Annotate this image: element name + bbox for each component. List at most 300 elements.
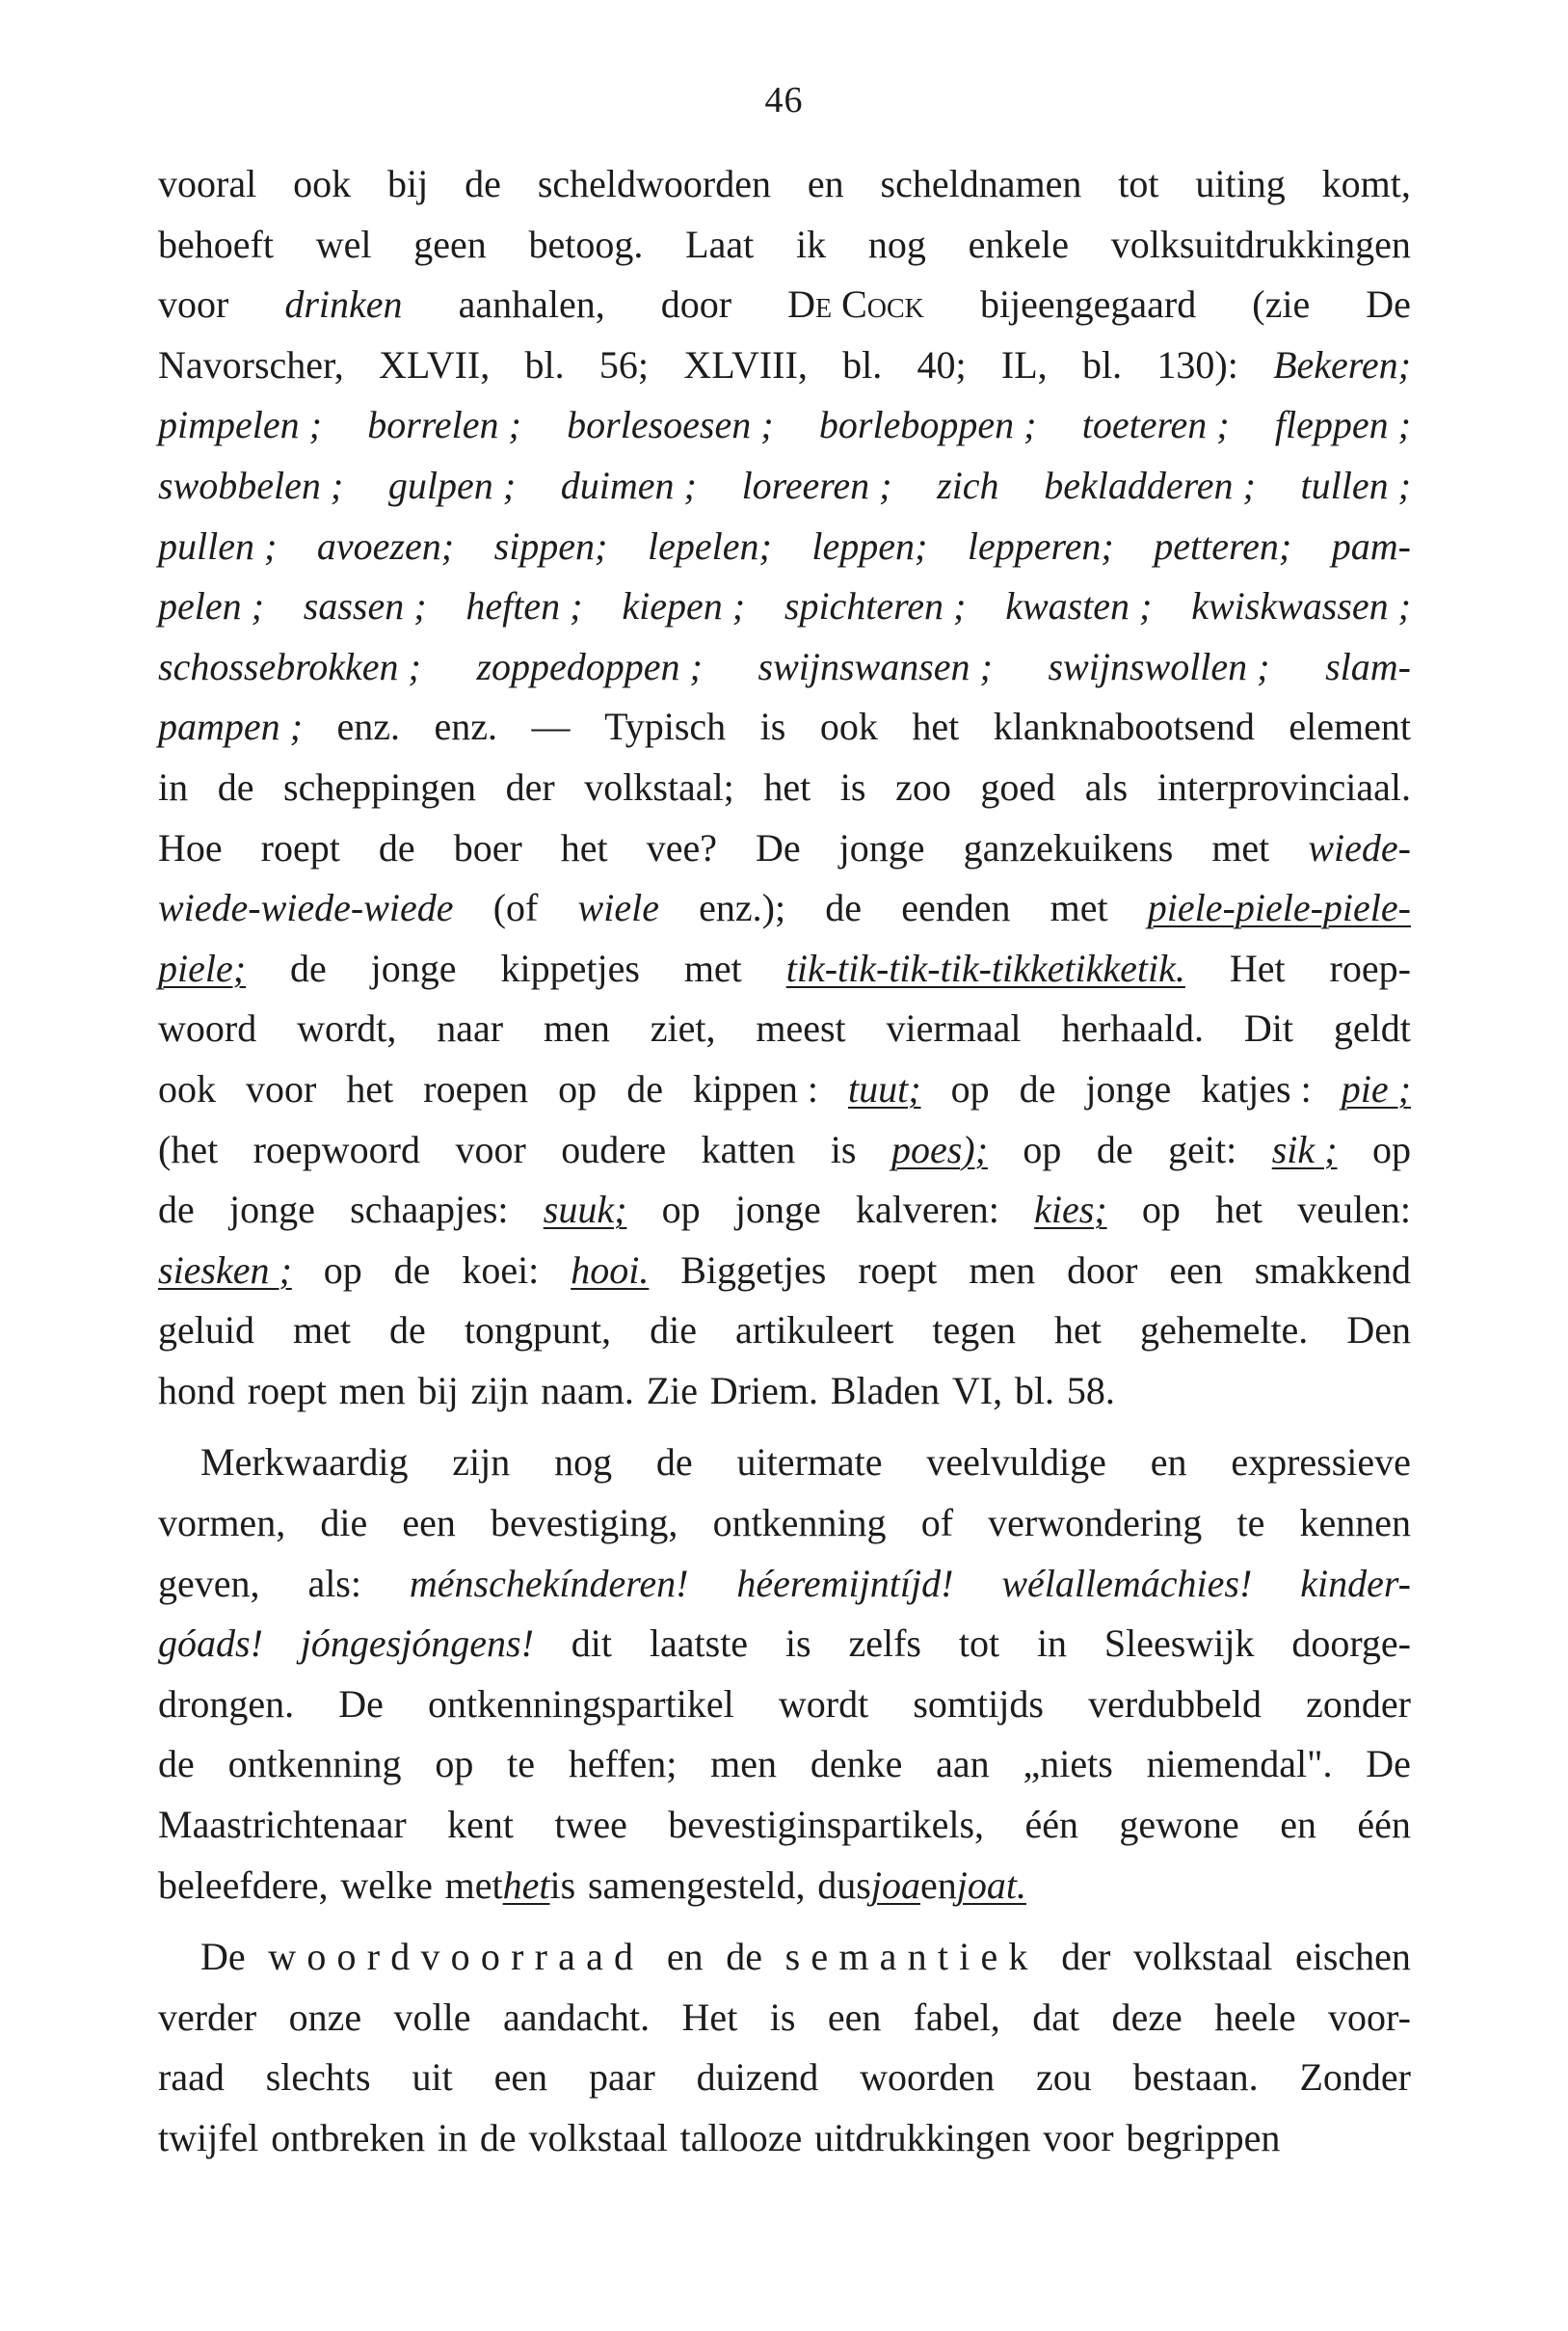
word: slam- <box>1325 644 1411 688</box>
word: de <box>158 1188 195 1232</box>
word: vee? <box>646 825 717 870</box>
word: men <box>338 1368 406 1412</box>
word: geen <box>413 222 487 266</box>
word: gewone <box>1119 1803 1239 1847</box>
word: tot <box>958 1621 1000 1666</box>
word: lepelen; <box>647 523 772 568</box>
word: wordt <box>778 1681 869 1726</box>
word: het <box>560 825 608 870</box>
word: swobbelen ; <box>158 463 344 507</box>
word: in <box>437 2116 468 2159</box>
word: Laat <box>685 222 755 266</box>
word: eischen <box>1294 1935 1411 1979</box>
word: katjes : <box>1201 1066 1312 1111</box>
word: VI, <box>951 1368 1003 1412</box>
text-line <box>158 1734 1411 1795</box>
word: de <box>626 1066 663 1111</box>
word: men <box>969 1247 1036 1292</box>
word: tik-tik-tik-tik-tikketikketik. <box>785 946 1185 990</box>
word: en <box>1280 1803 1316 1847</box>
word: en <box>919 1862 957 1907</box>
word: oudere <box>561 1127 667 1171</box>
word: volle <box>393 1995 471 2039</box>
word: de <box>217 764 254 809</box>
word: paar <box>588 2055 655 2100</box>
word: wordt, <box>297 1006 397 1051</box>
text-line <box>158 576 1411 637</box>
word: op <box>435 1742 474 1786</box>
word: ontbreken <box>271 2116 426 2159</box>
body-text <box>158 154 1411 2169</box>
word: fleppen ; <box>1274 403 1411 447</box>
text-line <box>158 215 1411 276</box>
word: Biggetjes <box>680 1247 827 1292</box>
word: op <box>1141 1188 1181 1232</box>
word: der <box>505 764 555 809</box>
word: bestaan. <box>1132 2055 1259 2100</box>
word: dit <box>571 1621 613 1666</box>
word: De Cock <box>787 282 924 327</box>
word: behoeft <box>158 222 274 266</box>
word: De <box>200 1935 246 1979</box>
word: pullen ; <box>158 523 278 568</box>
word: een <box>402 1501 456 1545</box>
word: 58. <box>1066 1368 1115 1412</box>
word: petteren; <box>1154 523 1292 568</box>
word: zoppedoppen ; <box>476 644 703 688</box>
word: kippetjes <box>500 946 640 990</box>
word: pampen ; <box>158 705 303 749</box>
word: aan <box>936 1742 990 1786</box>
word: op <box>950 1066 990 1111</box>
word: voor <box>246 1066 317 1111</box>
word: (zie <box>1252 282 1311 327</box>
word: (het <box>158 1127 219 1171</box>
word: poes); <box>890 1127 988 1171</box>
word: swijnswansen ; <box>757 644 993 688</box>
word: heffen; <box>568 1742 678 1786</box>
word: met <box>1050 886 1108 930</box>
word: joa <box>870 1862 920 1907</box>
word: twijfel <box>158 2116 259 2159</box>
word: heele <box>1214 1995 1296 2039</box>
word: met <box>1211 825 1270 870</box>
word: als: <box>307 1561 361 1605</box>
word: fabel, <box>913 1995 1000 2039</box>
word: betoog. <box>528 222 644 266</box>
word: loreeren ; <box>741 463 892 507</box>
word: met <box>444 1862 503 1907</box>
text-line <box>158 637 1411 698</box>
word: volksuitdrukkingen <box>1110 222 1411 266</box>
word: het <box>763 764 811 809</box>
word: kwasten ; <box>1005 584 1153 629</box>
word: uiting <box>1195 162 1286 205</box>
text-line <box>158 758 1411 818</box>
word: slechts <box>265 2055 371 2100</box>
text-line <box>158 939 1411 1000</box>
word: op <box>661 1188 701 1232</box>
word: met <box>293 1308 351 1353</box>
word: doorge- <box>1291 1621 1411 1666</box>
word: de <box>289 946 327 990</box>
word: ziet, <box>650 1006 716 1051</box>
word: en <box>1150 1440 1187 1485</box>
word: de <box>479 2116 517 2159</box>
word: tongpunt, <box>464 1308 612 1353</box>
word: Sleeswijk <box>1103 1621 1255 1666</box>
word: niemendal". <box>1146 1742 1333 1786</box>
word: jonge <box>370 946 457 990</box>
word: uitermate <box>736 1440 883 1485</box>
word: meest <box>756 1006 846 1051</box>
text-line <box>158 1361 1411 1422</box>
word: een <box>493 2055 548 2100</box>
word: is <box>830 1127 857 1171</box>
word: pam- <box>1331 523 1411 568</box>
word: het <box>1215 1188 1262 1232</box>
text-line <box>158 1856 1411 1916</box>
word: de <box>389 1308 426 1353</box>
word: ook <box>293 162 352 205</box>
word: één <box>1357 1803 1411 1847</box>
word: op <box>1371 1127 1411 1171</box>
word: XLVIII, <box>683 342 808 387</box>
text-line <box>158 1614 1411 1675</box>
word: borlesoesen ; <box>567 403 774 447</box>
word: het <box>502 1862 550 1907</box>
word: De <box>1366 282 1411 327</box>
word: is <box>549 1862 576 1907</box>
text-line <box>158 878 1411 939</box>
text-line <box>158 1059 1411 1120</box>
word: drongen. <box>158 1681 295 1726</box>
word: ook <box>819 705 878 749</box>
word: IL, <box>1000 342 1048 387</box>
word: Het <box>1229 946 1286 990</box>
word: semantiek <box>784 1935 1039 1979</box>
word: dat <box>1032 1995 1080 2039</box>
text-line <box>158 999 1411 1059</box>
word: enz.); <box>699 886 786 930</box>
word: tallooze <box>679 2116 803 2159</box>
word: roep- <box>1329 946 1411 990</box>
word: suuk; <box>543 1188 627 1232</box>
word: duizend <box>696 2055 819 2100</box>
word: het <box>346 1066 394 1111</box>
word: aanhalen, <box>458 282 605 327</box>
word: jonge <box>229 1188 315 1232</box>
text-line <box>158 1120 1411 1181</box>
word: 40; <box>917 342 967 387</box>
word: geldt <box>1333 1006 1411 1051</box>
word: Bladen <box>830 1368 941 1412</box>
word: ganzekuikens <box>963 825 1174 870</box>
word: leppen; <box>811 523 928 568</box>
word: twee <box>554 1803 627 1847</box>
word: herhaald. <box>1061 1006 1205 1051</box>
word: zijn <box>452 1440 511 1485</box>
word: denke <box>810 1742 903 1786</box>
word: onze <box>288 1995 362 2039</box>
word: bevestiging, <box>491 1501 678 1545</box>
word: op <box>323 1247 362 1292</box>
word: kinder- <box>1300 1561 1411 1605</box>
word: één <box>1024 1803 1078 1847</box>
word: of <box>920 1501 954 1545</box>
word: door <box>1067 1247 1138 1292</box>
word: lepperen; <box>967 523 1114 568</box>
word: zijn <box>470 1368 529 1412</box>
word: enkele <box>968 222 1070 266</box>
word: de <box>825 886 863 930</box>
word: samengesteld, <box>587 1862 806 1907</box>
word: geit: <box>1168 1127 1237 1171</box>
word: ik <box>796 222 827 266</box>
word: Het <box>681 1995 738 2039</box>
word: hooi. <box>571 1247 650 1292</box>
text-line <box>158 1554 1411 1615</box>
word: scheppingen <box>283 764 476 809</box>
word: bl. <box>1081 342 1123 387</box>
word: siesken ; <box>158 1247 292 1292</box>
text-line <box>158 1795 1411 1856</box>
word: roepen <box>423 1066 529 1111</box>
word: is <box>784 1621 811 1666</box>
word: volkstaal; <box>584 764 734 809</box>
word: jóngesjóngens! <box>300 1621 534 1666</box>
word: ménschekínderen! <box>409 1561 689 1605</box>
word: laatste <box>649 1621 749 1666</box>
word: te <box>507 1742 536 1786</box>
word: zoo <box>895 764 951 809</box>
word: het <box>1054 1308 1102 1353</box>
text-line <box>158 335 1411 396</box>
word: ook <box>158 1066 216 1111</box>
word: woord <box>158 1006 257 1051</box>
paragraph <box>158 154 1411 1421</box>
text-line <box>158 1493 1411 1554</box>
word: De <box>756 825 801 870</box>
text-line <box>158 275 1411 335</box>
word: heften ; <box>465 584 583 629</box>
word: sippen; <box>493 523 608 568</box>
word: te <box>1236 1501 1265 1545</box>
word: bekladderen ; <box>1044 463 1256 507</box>
word: 56; <box>598 342 650 387</box>
word: woorden <box>860 2055 996 2100</box>
text-line <box>158 697 1411 758</box>
word: pelen ; <box>158 584 264 629</box>
word: Driem. <box>709 1368 818 1412</box>
word: kalveren: <box>856 1188 999 1232</box>
word: ontkenningspartikel <box>428 1681 734 1726</box>
page-number: 46 <box>764 80 804 121</box>
word: de <box>655 1440 693 1485</box>
word: boer <box>453 825 522 870</box>
word: die <box>320 1501 368 1545</box>
word: koei: <box>462 1247 540 1292</box>
paragraph-gap <box>158 1421 1411 1433</box>
word: geven, <box>158 1561 260 1605</box>
word: de <box>1096 1127 1133 1171</box>
word: scheldnamen <box>880 162 1082 205</box>
word: ontkenning <box>227 1742 402 1786</box>
word: veulen: <box>1297 1188 1411 1232</box>
text-line <box>158 1675 1411 1735</box>
word: schaapjes: <box>350 1188 509 1232</box>
word: jonge <box>838 825 925 870</box>
word: voor <box>158 282 229 327</box>
paragraph-gap <box>158 1916 1411 1927</box>
word: „niets <box>1023 1742 1113 1786</box>
word: wélallemáchies! <box>1001 1561 1253 1605</box>
word: gulpen ; <box>387 463 517 507</box>
word: Zonder <box>1299 2055 1411 2100</box>
text-line <box>158 2108 1411 2169</box>
word: swijnswollen ; <box>1048 644 1270 688</box>
word: tullen ; <box>1300 463 1411 507</box>
text-line <box>158 517 1411 577</box>
word: element <box>1289 705 1411 749</box>
word: voor- <box>1328 1995 1411 2039</box>
paragraph <box>158 1433 1411 1916</box>
word: begrippen <box>1126 2116 1281 2159</box>
word: eenden <box>901 886 1011 930</box>
word: ontkenning <box>712 1501 887 1545</box>
word: wiede- <box>1308 825 1411 870</box>
word: naam. <box>541 1368 634 1412</box>
text-line <box>158 456 1411 517</box>
word: 130): <box>1156 342 1238 387</box>
word: somtijds <box>913 1681 1044 1726</box>
word: geluid <box>158 1308 254 1353</box>
word: Dit <box>1243 1006 1294 1051</box>
word: tot <box>1118 162 1159 205</box>
word: is <box>759 705 786 749</box>
word: klanknabootsend <box>993 705 1255 749</box>
word: viermaal <box>886 1006 1022 1051</box>
word: wiele <box>577 886 659 930</box>
word: héeremijntíjd! <box>736 1561 954 1605</box>
word: zelfs <box>848 1621 921 1666</box>
word: kwiskwassen ; <box>1191 584 1411 629</box>
word: naar <box>437 1006 504 1051</box>
word: uit <box>412 2055 453 2100</box>
word: bijeengegaard <box>979 282 1197 327</box>
word: Den <box>1346 1308 1411 1353</box>
word: woordvoorraad <box>268 1935 645 1979</box>
word: drinken <box>284 282 403 327</box>
text-line <box>158 1927 1411 1988</box>
word: kies; <box>1034 1188 1107 1232</box>
word: spichteren ; <box>784 584 967 629</box>
word: verder <box>158 1995 257 2039</box>
word: bl. <box>1014 1368 1055 1412</box>
word: duimen ; <box>560 463 697 507</box>
word: bl. <box>842 342 883 387</box>
word: de <box>465 162 501 205</box>
word: sik ; <box>1271 1127 1338 1171</box>
word: borleboppen ; <box>818 403 1037 447</box>
word: avoezen; <box>316 523 455 568</box>
word: een <box>1169 1247 1223 1292</box>
text-line <box>158 2048 1411 2108</box>
word: kent <box>447 1803 514 1847</box>
word: (of <box>492 886 539 930</box>
word: toeteren ; <box>1081 403 1230 447</box>
word: voor <box>455 1127 526 1171</box>
word: is <box>769 1995 796 2039</box>
word: piele; <box>158 946 247 990</box>
word: bij <box>417 1368 459 1412</box>
word: nog <box>554 1440 613 1485</box>
word: hond <box>158 1368 235 1412</box>
word: artikuleert <box>735 1308 894 1353</box>
word: men <box>544 1006 610 1051</box>
word: roept <box>247 1368 327 1412</box>
word: joat. <box>956 1862 1026 1907</box>
text-line <box>158 1180 1411 1241</box>
word: expressieve <box>1231 1440 1411 1485</box>
word: en <box>666 1935 704 1979</box>
word: vormen, <box>158 1501 286 1545</box>
word: Typisch <box>604 705 727 749</box>
word: uitdrukkingen <box>814 2116 1031 2159</box>
word: zou <box>1036 2055 1092 2100</box>
word: de <box>1019 1066 1056 1111</box>
word: kippen : <box>692 1066 818 1111</box>
word: volkstaal <box>528 2116 668 2159</box>
word: jonge <box>1085 1066 1172 1111</box>
word: bevestiginspartikels, <box>668 1803 985 1847</box>
word: in <box>1036 1621 1068 1666</box>
paragraph <box>158 1927 1411 2168</box>
word: interprovinciaal. <box>1156 764 1411 809</box>
text-line <box>158 1300 1411 1361</box>
word: De <box>338 1681 384 1726</box>
word: Navorscher, <box>158 342 344 387</box>
word: enz. <box>434 705 498 749</box>
word: de <box>393 1247 431 1292</box>
text-line <box>158 154 1411 215</box>
word: scheldwoorden <box>537 162 771 205</box>
word: in <box>158 764 189 809</box>
word: volkstaal <box>1132 1935 1273 1979</box>
word: wiede-wiede-wiede <box>158 886 454 930</box>
word: tuut; <box>848 1066 921 1111</box>
word: borrelen ; <box>367 403 521 447</box>
word: jonge <box>734 1188 821 1232</box>
word: beleefdere, <box>158 1862 329 1907</box>
word: de <box>158 1742 195 1786</box>
word: aandacht. <box>502 1995 651 2039</box>
word: sassen ; <box>303 584 427 629</box>
word: pimpelen ; <box>158 403 322 447</box>
word: als <box>1084 764 1129 809</box>
word: op <box>1023 1127 1062 1171</box>
word: XLVII, <box>379 342 491 387</box>
word: De <box>1366 1742 1411 1786</box>
word: veelvuldige <box>926 1440 1106 1485</box>
word: op <box>558 1066 598 1111</box>
word: Merkwaardig <box>200 1440 409 1485</box>
word: Hoe <box>158 825 223 870</box>
word: pie ; <box>1341 1066 1411 1111</box>
word: katten <box>701 1127 796 1171</box>
word: welke <box>340 1862 433 1907</box>
word: tegen <box>932 1308 1017 1353</box>
